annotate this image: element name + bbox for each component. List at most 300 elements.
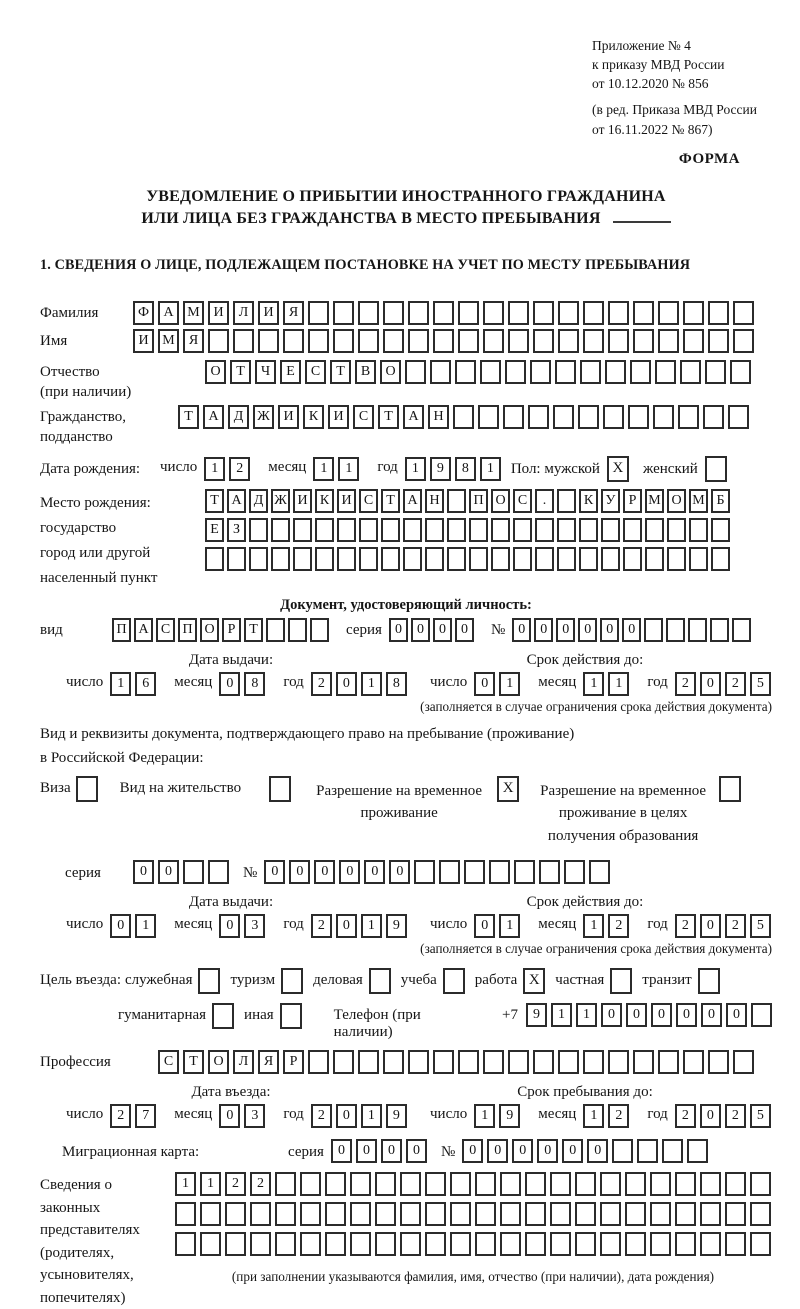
char-cell[interactable]	[575, 1172, 596, 1196]
char-cell[interactable]	[450, 1172, 471, 1196]
char-cell[interactable]: Н	[425, 489, 444, 513]
char-cell[interactable]	[725, 1232, 746, 1256]
char-cell[interactable]	[293, 547, 312, 571]
char-cell[interactable]: 0	[726, 1003, 747, 1027]
char-cell[interactable]	[359, 547, 378, 571]
char-cell[interactable]: 0	[587, 1139, 608, 1163]
purpose-work-checkbox[interactable]: X	[523, 968, 545, 994]
char-cell[interactable]: И	[258, 301, 279, 325]
char-cell[interactable]	[658, 1050, 679, 1074]
char-cell[interactable]	[266, 618, 285, 642]
char-cell[interactable]	[710, 618, 729, 642]
char-cell[interactable]	[483, 1050, 504, 1074]
char-cell[interactable]: Т	[205, 489, 224, 513]
year-cell[interactable]: 0	[336, 1104, 357, 1128]
char-cell[interactable]	[535, 518, 554, 542]
month-cell[interactable]: 1	[608, 672, 629, 696]
char-cell[interactable]: О	[380, 360, 401, 384]
char-cell[interactable]	[458, 1050, 479, 1074]
char-cell[interactable]	[630, 360, 651, 384]
temp-residence-checkbox[interactable]: X	[497, 776, 519, 802]
char-cell[interactable]	[508, 329, 529, 353]
residence-permit-checkbox[interactable]	[269, 776, 291, 802]
char-cell[interactable]	[350, 1202, 371, 1226]
month-cell[interactable]: 0	[219, 1104, 240, 1128]
char-cell[interactable]: П	[112, 618, 131, 642]
char-cell[interactable]: И	[278, 405, 299, 429]
char-cell[interactable]	[315, 518, 334, 542]
char-cell[interactable]	[667, 518, 686, 542]
year-cell[interactable]: 2	[675, 914, 696, 938]
char-cell[interactable]	[600, 1232, 621, 1256]
char-cell[interactable]	[455, 360, 476, 384]
char-cell[interactable]	[583, 329, 604, 353]
char-cell[interactable]	[557, 518, 576, 542]
char-cell[interactable]: 0	[487, 1139, 508, 1163]
char-cell[interactable]: 9	[526, 1003, 547, 1027]
char-cell[interactable]	[508, 1050, 529, 1074]
char-cell[interactable]: А	[203, 405, 224, 429]
char-cell[interactable]	[175, 1202, 196, 1226]
char-cell[interactable]: 0	[622, 618, 641, 642]
char-cell[interactable]	[579, 518, 598, 542]
char-cell[interactable]	[293, 518, 312, 542]
month-cell[interactable]: 1	[313, 457, 334, 481]
char-cell[interactable]	[678, 405, 699, 429]
char-cell[interactable]	[733, 301, 754, 325]
year-cell[interactable]: 1	[480, 457, 501, 481]
char-cell[interactable]	[350, 1232, 371, 1256]
month-cell[interactable]: 3	[244, 914, 265, 938]
char-cell[interactable]	[447, 489, 466, 513]
month-cell[interactable]: 1	[338, 457, 359, 481]
char-cell[interactable]	[683, 301, 704, 325]
char-cell[interactable]	[557, 489, 576, 513]
char-cell[interactable]	[655, 360, 676, 384]
purpose-humanitarian-checkbox[interactable]	[212, 1003, 234, 1029]
char-cell[interactable]	[525, 1172, 546, 1196]
char-cell[interactable]	[608, 329, 629, 353]
char-cell[interactable]	[430, 360, 451, 384]
char-cell[interactable]: 0	[314, 860, 335, 884]
char-cell[interactable]	[350, 1172, 371, 1196]
char-cell[interactable]	[325, 1172, 346, 1196]
char-cell[interactable]: 0	[356, 1139, 377, 1163]
char-cell[interactable]: О	[491, 489, 510, 513]
char-cell[interactable]	[650, 1202, 671, 1226]
char-cell[interactable]	[469, 547, 488, 571]
char-cell[interactable]: 0	[406, 1139, 427, 1163]
char-cell[interactable]	[491, 547, 510, 571]
char-cell[interactable]	[200, 1202, 221, 1226]
char-cell[interactable]	[227, 547, 246, 571]
char-cell[interactable]: С	[513, 489, 532, 513]
char-cell[interactable]	[439, 860, 460, 884]
sex-female-checkbox[interactable]	[705, 456, 727, 482]
char-cell[interactable]: Т	[381, 489, 400, 513]
char-cell[interactable]	[375, 1202, 396, 1226]
char-cell[interactable]	[425, 518, 444, 542]
char-cell[interactable]: 0	[339, 860, 360, 884]
char-cell[interactable]: Р	[623, 489, 642, 513]
char-cell[interactable]	[533, 301, 554, 325]
day-cell[interactable]: 7	[135, 1104, 156, 1128]
char-cell[interactable]	[666, 618, 685, 642]
visa-checkbox[interactable]	[76, 776, 98, 802]
char-cell[interactable]	[483, 329, 504, 353]
char-cell[interactable]	[533, 1050, 554, 1074]
char-cell[interactable]: 0	[133, 860, 154, 884]
char-cell[interactable]	[400, 1202, 421, 1226]
char-cell[interactable]	[381, 518, 400, 542]
month-cell[interactable]: 1	[583, 1104, 604, 1128]
char-cell[interactable]	[383, 1050, 404, 1074]
char-cell[interactable]	[425, 1172, 446, 1196]
year-cell[interactable]: 0	[700, 672, 721, 696]
day-cell[interactable]: 1	[110, 672, 131, 696]
char-cell[interactable]: 0	[701, 1003, 722, 1027]
char-cell[interactable]	[408, 1050, 429, 1074]
char-cell[interactable]	[675, 1172, 696, 1196]
char-cell[interactable]	[645, 547, 664, 571]
day-cell[interactable]: 1	[135, 914, 156, 938]
char-cell[interactable]	[751, 1003, 772, 1027]
char-cell[interactable]: К	[303, 405, 324, 429]
char-cell[interactable]	[249, 518, 268, 542]
char-cell[interactable]: Б	[711, 489, 730, 513]
char-cell[interactable]	[375, 1232, 396, 1256]
day-cell[interactable]: 1	[499, 914, 520, 938]
char-cell[interactable]	[705, 360, 726, 384]
char-cell[interactable]	[589, 860, 610, 884]
char-cell[interactable]	[578, 405, 599, 429]
char-cell[interactable]	[425, 1232, 446, 1256]
char-cell[interactable]: 0	[601, 1003, 622, 1027]
char-cell[interactable]: 0	[512, 618, 531, 642]
year-cell[interactable]: 5	[750, 672, 771, 696]
char-cell[interactable]	[475, 1232, 496, 1256]
char-cell[interactable]	[225, 1232, 246, 1256]
char-cell[interactable]	[383, 329, 404, 353]
char-cell[interactable]	[725, 1172, 746, 1196]
char-cell[interactable]: Ч	[255, 360, 276, 384]
char-cell[interactable]	[308, 1050, 329, 1074]
char-cell[interactable]: Ж	[271, 489, 290, 513]
char-cell[interactable]: О	[208, 1050, 229, 1074]
char-cell[interactable]	[583, 1050, 604, 1074]
char-cell[interactable]	[250, 1202, 271, 1226]
char-cell[interactable]: 1	[576, 1003, 597, 1027]
char-cell[interactable]	[708, 301, 729, 325]
char-cell[interactable]: А	[403, 405, 424, 429]
day-cell[interactable]: 0	[474, 914, 495, 938]
char-cell[interactable]	[513, 518, 532, 542]
char-cell[interactable]: С	[305, 360, 326, 384]
char-cell[interactable]	[514, 860, 535, 884]
char-cell[interactable]	[333, 301, 354, 325]
month-cell[interactable]: 8	[244, 672, 265, 696]
char-cell[interactable]	[249, 547, 268, 571]
char-cell[interactable]	[600, 1202, 621, 1226]
char-cell[interactable]	[575, 1202, 596, 1226]
char-cell[interactable]	[458, 329, 479, 353]
char-cell[interactable]	[300, 1172, 321, 1196]
year-cell[interactable]: 1	[361, 914, 382, 938]
char-cell[interactable]: М	[158, 329, 179, 353]
char-cell[interactable]	[575, 1232, 596, 1256]
char-cell[interactable]	[383, 301, 404, 325]
char-cell[interactable]	[601, 518, 620, 542]
char-cell[interactable]	[558, 329, 579, 353]
char-cell[interactable]: 0	[455, 618, 474, 642]
char-cell[interactable]: А	[134, 618, 153, 642]
char-cell[interactable]	[500, 1172, 521, 1196]
char-cell[interactable]	[400, 1232, 421, 1256]
char-cell[interactable]	[408, 301, 429, 325]
char-cell[interactable]	[258, 329, 279, 353]
char-cell[interactable]	[628, 405, 649, 429]
year-cell[interactable]: 9	[386, 1104, 407, 1128]
char-cell[interactable]	[700, 1172, 721, 1196]
char-cell[interactable]	[491, 518, 510, 542]
char-cell[interactable]: 2	[225, 1172, 246, 1196]
char-cell[interactable]	[275, 1232, 296, 1256]
char-cell[interactable]: И	[208, 301, 229, 325]
char-cell[interactable]: 0	[331, 1139, 352, 1163]
char-cell[interactable]	[528, 405, 549, 429]
char-cell[interactable]: 0	[534, 618, 553, 642]
char-cell[interactable]: К	[315, 489, 334, 513]
year-cell[interactable]: 1	[361, 672, 382, 696]
char-cell[interactable]	[408, 329, 429, 353]
day-cell[interactable]: 6	[135, 672, 156, 696]
sex-male-checkbox[interactable]: X	[607, 456, 629, 482]
char-cell[interactable]	[433, 301, 454, 325]
char-cell[interactable]	[358, 1050, 379, 1074]
char-cell[interactable]	[275, 1202, 296, 1226]
year-cell[interactable]: 9	[430, 457, 451, 481]
char-cell[interactable]: М	[183, 301, 204, 325]
char-cell[interactable]: Н	[428, 405, 449, 429]
char-cell[interactable]: Т	[330, 360, 351, 384]
char-cell[interactable]: А	[158, 301, 179, 325]
char-cell[interactable]: 0	[651, 1003, 672, 1027]
char-cell[interactable]	[553, 405, 574, 429]
char-cell[interactable]	[750, 1232, 771, 1256]
char-cell[interactable]: З	[227, 518, 246, 542]
day-cell[interactable]: 1	[499, 672, 520, 696]
char-cell[interactable]: У	[601, 489, 620, 513]
char-cell[interactable]	[633, 301, 654, 325]
char-cell[interactable]	[358, 329, 379, 353]
char-cell[interactable]	[683, 1050, 704, 1074]
char-cell[interactable]	[513, 547, 532, 571]
char-cell[interactable]: К	[579, 489, 598, 513]
char-cell[interactable]: 0	[578, 618, 597, 642]
char-cell[interactable]: 0	[462, 1139, 483, 1163]
char-cell[interactable]	[603, 405, 624, 429]
year-cell[interactable]: 8	[386, 672, 407, 696]
char-cell[interactable]: С	[156, 618, 175, 642]
char-cell[interactable]	[358, 301, 379, 325]
char-cell[interactable]	[208, 329, 229, 353]
year-cell[interactable]: 0	[700, 1104, 721, 1128]
char-cell[interactable]	[300, 1232, 321, 1256]
month-cell[interactable]: 0	[219, 672, 240, 696]
char-cell[interactable]: О	[200, 618, 219, 642]
char-cell[interactable]	[633, 1050, 654, 1074]
char-cell[interactable]	[675, 1202, 696, 1226]
day-cell[interactable]: 9	[499, 1104, 520, 1128]
char-cell[interactable]	[550, 1232, 571, 1256]
char-cell[interactable]	[732, 618, 751, 642]
char-cell[interactable]	[555, 360, 576, 384]
char-cell[interactable]	[381, 547, 400, 571]
char-cell[interactable]	[730, 360, 751, 384]
month-cell[interactable]: 1	[583, 672, 604, 696]
char-cell[interactable]	[600, 1172, 621, 1196]
char-cell[interactable]: В	[355, 360, 376, 384]
char-cell[interactable]	[550, 1202, 571, 1226]
day-cell[interactable]: 1	[204, 457, 225, 481]
char-cell[interactable]	[708, 329, 729, 353]
char-cell[interactable]	[300, 1202, 321, 1226]
char-cell[interactable]	[623, 518, 642, 542]
char-cell[interactable]	[483, 301, 504, 325]
char-cell[interactable]	[658, 329, 679, 353]
char-cell[interactable]	[601, 547, 620, 571]
char-cell[interactable]: И	[337, 489, 356, 513]
year-cell[interactable]: 2	[725, 1104, 746, 1128]
char-cell[interactable]	[337, 547, 356, 571]
char-cell[interactable]	[475, 1202, 496, 1226]
char-cell[interactable]	[711, 547, 730, 571]
char-cell[interactable]	[680, 360, 701, 384]
char-cell[interactable]	[308, 329, 329, 353]
char-cell[interactable]	[700, 1202, 721, 1226]
month-cell[interactable]: 2	[608, 1104, 629, 1128]
char-cell[interactable]: 0	[676, 1003, 697, 1027]
char-cell[interactable]	[535, 547, 554, 571]
char-cell[interactable]: Т	[183, 1050, 204, 1074]
char-cell[interactable]: 0	[537, 1139, 558, 1163]
purpose-private-checkbox[interactable]	[610, 968, 632, 994]
char-cell[interactable]	[625, 1202, 646, 1226]
char-cell[interactable]	[683, 329, 704, 353]
char-cell[interactable]: М	[689, 489, 708, 513]
char-cell[interactable]: Л	[233, 301, 254, 325]
char-cell[interactable]	[175, 1232, 196, 1256]
char-cell[interactable]	[558, 301, 579, 325]
char-cell[interactable]	[703, 405, 724, 429]
char-cell[interactable]: А	[227, 489, 246, 513]
year-cell[interactable]: 2	[675, 1104, 696, 1128]
char-cell[interactable]	[500, 1202, 521, 1226]
char-cell[interactable]: М	[645, 489, 664, 513]
month-cell[interactable]: 3	[244, 1104, 265, 1128]
char-cell[interactable]: П	[469, 489, 488, 513]
char-cell[interactable]	[700, 1232, 721, 1256]
char-cell[interactable]: Е	[205, 518, 224, 542]
char-cell[interactable]: О	[667, 489, 686, 513]
char-cell[interactable]	[539, 860, 560, 884]
char-cell[interactable]: Т	[244, 618, 263, 642]
char-cell[interactable]	[475, 1172, 496, 1196]
char-cell[interactable]	[750, 1202, 771, 1226]
char-cell[interactable]	[337, 518, 356, 542]
char-cell[interactable]: С	[353, 405, 374, 429]
year-cell[interactable]: 8	[455, 457, 476, 481]
char-cell[interactable]	[275, 1172, 296, 1196]
char-cell[interactable]: О	[205, 360, 226, 384]
year-cell[interactable]: 2	[675, 672, 696, 696]
char-cell[interactable]: 0	[626, 1003, 647, 1027]
char-cell[interactable]: 0	[158, 860, 179, 884]
purpose-tourism-checkbox[interactable]	[281, 968, 303, 994]
char-cell[interactable]	[183, 860, 204, 884]
char-cell[interactable]: 0	[364, 860, 385, 884]
char-cell[interactable]	[250, 1232, 271, 1256]
char-cell[interactable]: И	[328, 405, 349, 429]
char-cell[interactable]: 0	[381, 1139, 402, 1163]
month-cell[interactable]: 2	[608, 914, 629, 938]
char-cell[interactable]	[333, 1050, 354, 1074]
char-cell[interactable]	[688, 618, 707, 642]
char-cell[interactable]	[403, 547, 422, 571]
char-cell[interactable]	[271, 547, 290, 571]
char-cell[interactable]: Я	[183, 329, 204, 353]
char-cell[interactable]	[650, 1232, 671, 1256]
year-cell[interactable]: 9	[386, 914, 407, 938]
char-cell[interactable]: 0	[556, 618, 575, 642]
char-cell[interactable]	[505, 360, 526, 384]
char-cell[interactable]	[447, 547, 466, 571]
char-cell[interactable]: 0	[512, 1139, 533, 1163]
char-cell[interactable]	[608, 301, 629, 325]
char-cell[interactable]	[689, 547, 708, 571]
year-cell[interactable]: 2	[725, 672, 746, 696]
char-cell[interactable]	[315, 547, 334, 571]
char-cell[interactable]: 0	[411, 618, 430, 642]
char-cell[interactable]	[414, 860, 435, 884]
char-cell[interactable]: Л	[233, 1050, 254, 1074]
char-cell[interactable]: С	[359, 489, 378, 513]
year-cell[interactable]: 2	[311, 914, 332, 938]
char-cell[interactable]	[525, 1202, 546, 1226]
char-cell[interactable]	[675, 1232, 696, 1256]
day-cell[interactable]: 0	[110, 914, 131, 938]
char-cell[interactable]	[403, 518, 422, 542]
char-cell[interactable]	[667, 547, 686, 571]
char-cell[interactable]	[725, 1202, 746, 1226]
char-cell[interactable]	[478, 405, 499, 429]
year-cell[interactable]: 1	[361, 1104, 382, 1128]
day-cell[interactable]: 1	[474, 1104, 495, 1128]
char-cell[interactable]	[733, 329, 754, 353]
char-cell[interactable]	[558, 1050, 579, 1074]
char-cell[interactable]: Е	[280, 360, 301, 384]
char-cell[interactable]: .	[535, 489, 554, 513]
char-cell[interactable]	[623, 547, 642, 571]
char-cell[interactable]: 0	[600, 618, 619, 642]
char-cell[interactable]	[233, 329, 254, 353]
char-cell[interactable]	[453, 405, 474, 429]
char-cell[interactable]: Р	[283, 1050, 304, 1074]
char-cell[interactable]	[271, 518, 290, 542]
char-cell[interactable]	[405, 360, 426, 384]
char-cell[interactable]	[433, 1050, 454, 1074]
char-cell[interactable]	[564, 860, 585, 884]
